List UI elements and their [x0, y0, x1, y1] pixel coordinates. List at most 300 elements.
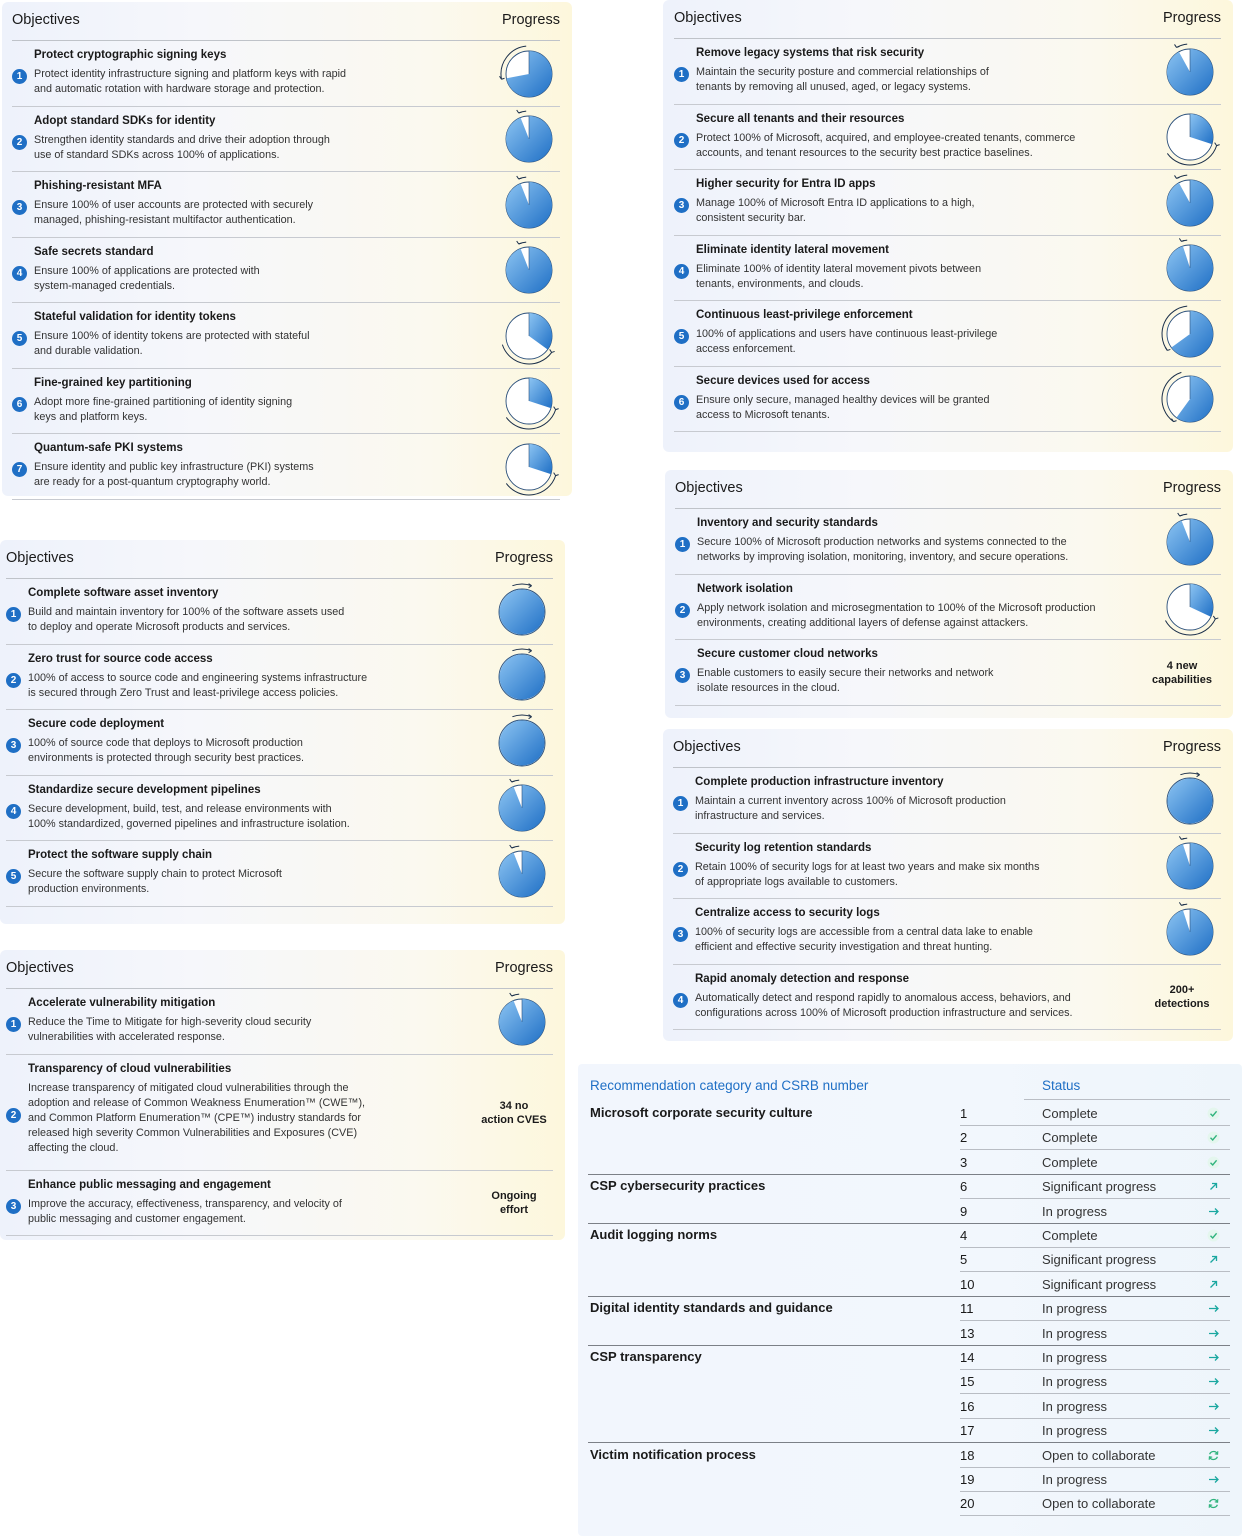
objective-description-line: tenants, environments, and clouds. [696, 277, 864, 290]
status-text: Significant progress [1042, 1179, 1157, 1195]
objective-description-line: environments, creating additional layers of defense against attackers. [697, 616, 1029, 629]
progress-indicator [491, 843, 553, 910]
objective-row [6, 645, 553, 711]
status-text: In progress [1042, 1423, 1108, 1439]
objective-description-line: Ensure 100% of user accounts are protected with securely [34, 199, 314, 211]
objective-row [674, 105, 1221, 171]
objective-number-badge: 3 [674, 198, 689, 213]
objective-description [28, 1081, 365, 1156]
status-row [588, 1223, 1230, 1247]
objective-description-line: production environments. [28, 883, 150, 895]
progress-pie [498, 436, 560, 498]
arrow-right-icon [1207, 1473, 1220, 1486]
objective-description-line: and Common Platform Enumeration™ (CPE™) industry standards for [28, 1111, 362, 1124]
progress-pie [1159, 172, 1221, 234]
progress-indicator [491, 581, 553, 648]
objective-description [696, 65, 989, 95]
objective-description-line: Ensure identity and public key infrastructure (PKI) systems [34, 461, 314, 473]
status-text: In progress [1042, 1301, 1108, 1317]
objective-description-line: Ensure 100% of identity tokens are protected with stateful [34, 330, 310, 342]
objective-description [34, 198, 313, 228]
objective-number-badge: 2 [675, 603, 690, 618]
objective-description [28, 1197, 342, 1227]
progress-indicator [498, 305, 560, 372]
progress-indicator [1159, 770, 1221, 837]
objective-row [674, 367, 1221, 433]
status-text: In progress [1042, 1374, 1108, 1390]
progress-indicator [498, 108, 560, 175]
objectives-heading: Objectives [675, 480, 743, 496]
objectives-heading: Objectives [12, 12, 80, 28]
objective-description-line: 100% of applications and users have continuous least-privilege [696, 328, 998, 340]
objective-number-badge: 1 [673, 796, 688, 811]
progress-text-line: Ongoing [491, 1190, 537, 1203]
objective-row [674, 170, 1221, 236]
csrb-number: 15 [960, 1374, 975, 1390]
objective-description [697, 601, 1096, 631]
objective-number-badge: 1 [675, 537, 690, 552]
objective-row [6, 776, 553, 842]
status-text: Open to collaborate [1042, 1496, 1156, 1512]
objective-description-line: of appropriate logs available to customers. [695, 875, 898, 888]
csrb-number: 11 [960, 1301, 974, 1317]
progress-text-line: 4 new [1166, 659, 1198, 672]
objective-description-line: Adopt more fine-grained partitioning of identity signing [34, 395, 293, 408]
objectives-panel-tenants [663, 0, 1233, 452]
progress-indicator [1159, 368, 1221, 435]
objective-number-badge: 1 [6, 607, 21, 622]
objective-number-badge: 3 [6, 738, 21, 753]
status-row [588, 1296, 1230, 1320]
status-row [588, 1418, 1230, 1442]
objective-row [12, 172, 560, 238]
status-text: In progress [1042, 1203, 1108, 1219]
objective-description [34, 133, 330, 163]
objective-description-line: and durable validation. [34, 345, 143, 357]
objective-number-badge: 3 [673, 927, 688, 942]
objective-description-line: Secure the software supply chain to protect Microsoft [28, 868, 282, 880]
objective-row [12, 107, 560, 173]
objective-title: Network isolation [697, 582, 793, 595]
status-category: Digital identity standards and guidance [590, 1300, 833, 1316]
objective-description-line: efficient and effective security investigation and threat hunting. [695, 941, 993, 953]
progress-indicator [1159, 576, 1221, 643]
csrb-number: 3 [960, 1154, 968, 1170]
objective-description [34, 67, 346, 97]
objective-title: Remove legacy systems that risk security [696, 47, 925, 59]
progress-heading: Progress [1162, 480, 1221, 496]
progress-text [1143, 659, 1221, 687]
arrow-right-icon [1207, 1351, 1220, 1364]
progress-pie [491, 712, 553, 774]
objective-description [28, 802, 350, 832]
progress-pie [1159, 106, 1221, 168]
csrb-number: 17 [960, 1423, 975, 1439]
arrow-right-icon [1207, 1302, 1220, 1315]
objective-description [28, 1015, 311, 1045]
objective-description-line: isolate resources in the cloud. [697, 682, 840, 694]
objective-description [34, 460, 314, 490]
objective-title: Secure all tenants and their resources [696, 112, 905, 125]
objective-row [12, 41, 560, 107]
objective-title: Zero trust for source code access [28, 652, 213, 665]
objective-description-line: 100% standardized, governed pipelines and infrastructure isolation. [28, 817, 350, 830]
progress-pie [491, 991, 553, 1053]
objective-description-line: Retain 100% of security logs for at least two years and make six months [695, 860, 1040, 873]
objective-number-badge: 5 [12, 331, 27, 346]
objectives-header [12, 2, 560, 41]
objective-number-badge: 2 [674, 133, 689, 148]
progress-pie [498, 43, 560, 105]
progress-text [475, 1099, 553, 1127]
progress-indicator [498, 370, 560, 437]
objective-description-line: Secure development, build, test, and release environments with [28, 802, 332, 815]
csrb-number: 13 [960, 1325, 975, 1341]
objective-description [28, 867, 282, 897]
objective-number-badge: 2 [6, 1108, 21, 1123]
objective-title: Secure code deployment [28, 718, 165, 730]
objective-row [675, 575, 1221, 641]
objective-number-badge: 5 [6, 869, 21, 884]
status-row [588, 1467, 1230, 1491]
objective-description-line: Build and maintain inventory for 100% of the software assets used [28, 606, 345, 618]
objective-row [673, 834, 1221, 900]
objective-title: Centralize access to security logs [695, 907, 880, 919]
objectives-panel-vulnerabilities [0, 950, 565, 1240]
progress-pie [1159, 835, 1221, 897]
csrb-number: 4 [960, 1228, 968, 1243]
objective-title: Adopt standard SDKs for identity [34, 114, 216, 127]
objective-description-line: environments is protected through security best practices. [28, 752, 305, 764]
objective-description-line: affecting the cloud. [28, 1141, 119, 1154]
progress-pie [498, 239, 560, 301]
csrb-number: 1 [960, 1106, 968, 1121]
objective-number-badge: 1 [674, 67, 689, 82]
objective-description-line: tenants by removing all unused, aged, or legacy systems. [696, 81, 971, 93]
progress-pie [498, 305, 560, 367]
objective-row [12, 369, 560, 435]
objective-description-line: system-managed credentials. [34, 279, 176, 292]
objective-row [12, 303, 560, 369]
status-text: In progress [1042, 1398, 1108, 1414]
objective-row [6, 1055, 553, 1171]
objectives-header [6, 950, 553, 989]
arrow-right-icon [1207, 1205, 1220, 1218]
objective-number-badge: 7 [12, 462, 27, 477]
progress-pie [1159, 41, 1221, 103]
objective-row [674, 39, 1221, 105]
csrb-number: 20 [960, 1496, 975, 1512]
objective-description-line: Ensure only secure, managed healthy devices will be granted [696, 393, 990, 406]
progress-pie [1159, 576, 1221, 638]
objectives-header [6, 540, 553, 579]
check-icon [1207, 1156, 1220, 1169]
status-category: Microsoft corporate security culture [590, 1105, 813, 1120]
objective-row [6, 1171, 553, 1237]
objective-row [673, 899, 1221, 965]
status-row [588, 1272, 1230, 1296]
arrow-up-right-icon [1207, 1180, 1220, 1193]
objective-number-badge: 3 [675, 668, 690, 683]
objective-row [6, 989, 553, 1055]
status-row [588, 1369, 1230, 1393]
progress-pie [1159, 237, 1221, 299]
progress-indicator [491, 777, 553, 844]
progress-pie [498, 174, 560, 236]
objective-description-line: access enforcement. [696, 343, 796, 355]
objectives-header [674, 0, 1221, 39]
objective-description-line: 100% of security logs are accessible from a central data lake to enable [695, 926, 1033, 938]
objective-title: Continuous least-privilege enforcement [696, 309, 913, 321]
objective-title: Transparency of cloud vulnerabilities [28, 1062, 232, 1075]
progress-pie [491, 777, 553, 839]
csrb-number: 5 [960, 1252, 968, 1268]
arrow-up-right-icon [1207, 1278, 1220, 1291]
status-row [588, 1491, 1230, 1515]
progress-indicator [491, 991, 553, 1058]
objective-number-badge: 2 [12, 135, 27, 150]
objective-description [695, 860, 1039, 890]
progress-text-line: 200+ [1169, 984, 1195, 997]
objective-title: Stateful validation for identity tokens [34, 311, 236, 323]
progress-pie [1159, 303, 1221, 365]
progress-text [1143, 983, 1221, 1011]
row-divider [960, 1515, 1230, 1516]
objective-title: Higher security for Entra ID apps [696, 178, 876, 190]
status-text: Significant progress [1042, 1276, 1157, 1292]
status-table-header-status: Status [1042, 1078, 1081, 1093]
objective-description [28, 736, 304, 766]
csrb-number: 9 [960, 1203, 968, 1219]
progress-indicator [1159, 511, 1221, 578]
progress-heading: Progress [1162, 10, 1221, 26]
objective-description [28, 605, 344, 635]
objective-description-line: Eliminate 100% of identity lateral movement pivots between [696, 262, 982, 275]
objective-title: Inventory and security standards [697, 517, 878, 529]
objective-title: Protect cryptographic signing keys [34, 49, 227, 61]
objective-description [696, 262, 981, 292]
objective-description-line: Protect identity infrastructure signing and platform keys with rapid [34, 68, 347, 80]
status-category: CSP cybersecurity practices [590, 1178, 766, 1194]
progress-indicator [1159, 237, 1221, 304]
arrow-right-icon [1207, 1424, 1220, 1437]
objective-description-line: public messaging and customer engagement. [28, 1212, 246, 1225]
status-row [588, 1101, 1230, 1125]
objective-description [695, 991, 1072, 1021]
objective-description [697, 535, 1068, 565]
progress-pie [491, 646, 553, 708]
progress-pie [1159, 368, 1221, 430]
refresh-icon [1207, 1449, 1220, 1462]
status-text: Complete [1042, 1106, 1098, 1121]
objective-description-line: Reduce the Time to Mitigate for high-severity cloud security [28, 1016, 312, 1028]
objective-description [696, 327, 997, 357]
progress-pie [498, 108, 560, 170]
objective-description-line: Ensure 100% of applications are protected with [34, 264, 260, 277]
objective-title: Standardize secure development pipelines [28, 783, 261, 796]
progress-text-line: 34 no [499, 1099, 529, 1112]
progress-indicator [491, 712, 553, 779]
objective-description-line: Maintain the security posture and commercial relationships of [696, 66, 989, 78]
objective-row [675, 640, 1221, 706]
objective-number-badge: 1 [6, 1017, 21, 1032]
progress-text-line: capabilities [1152, 673, 1212, 686]
objective-title: Secure customer cloud networks [697, 648, 878, 660]
objective-description-line: managed, phishing-resistant multifactor authentication. [34, 214, 296, 226]
objective-description [696, 393, 990, 423]
progress-indicator [1159, 106, 1221, 173]
status-row [588, 1394, 1230, 1418]
objectives-heading: Objectives [6, 550, 74, 566]
objectives-panel-networks [665, 470, 1233, 718]
objective-row [673, 768, 1221, 834]
csrb-number: 14 [960, 1350, 975, 1365]
progress-indicator [1159, 835, 1221, 902]
objective-description [695, 925, 1033, 955]
objective-row [6, 710, 553, 776]
progress-pie [1159, 511, 1221, 573]
recommendation-status-table [578, 1064, 1242, 1536]
header-divider [1024, 1099, 1230, 1100]
progress-heading: Progress [501, 12, 560, 28]
objective-description-line: Maintain a current inventory across 100% of Microsoft production [695, 795, 1006, 807]
objective-description-line: consistent security bar. [696, 212, 806, 224]
progress-heading: Progress [1162, 739, 1221, 755]
objective-description-line: Enable customers to easily secure their networks and network [697, 667, 994, 679]
objective-title: Safe secrets standard [34, 245, 154, 258]
objective-description-line: 100% of access to source code and engineering systems infrastructure [28, 671, 368, 684]
csrb-number: 2 [960, 1130, 968, 1146]
objective-title: Rapid anomaly detection and response [695, 972, 910, 985]
status-category: Audit logging norms [590, 1227, 718, 1242]
objective-description-line: keys and platform keys. [34, 410, 148, 423]
status-row [588, 1321, 1230, 1345]
objective-description-line: vulnerabilities with accelerated response. [28, 1031, 225, 1043]
objective-title: Complete software asset inventory [28, 587, 219, 599]
status-text: Complete [1042, 1154, 1098, 1170]
objective-description-line: Increase transparency of mitigated cloud vulnerabilities through the [28, 1081, 349, 1094]
progress-heading: Progress [494, 960, 553, 976]
objective-description [697, 666, 993, 696]
progress-pie [491, 843, 553, 905]
objective-number-badge: 5 [674, 329, 689, 344]
csrb-number: 10 [960, 1276, 975, 1292]
objective-description-line: accounts, and tenant resources to the security best practice baselines. [696, 146, 1033, 159]
objective-description-line: networks by improving isolation, monitoring, inventory, and secure operations. [697, 551, 1069, 563]
objective-title: Protect the software supply chain [28, 849, 213, 861]
objective-description-line: to deploy and operate Microsoft products and services. [28, 621, 291, 633]
status-text: Complete [1042, 1130, 1098, 1146]
objective-title: Security log retention standards [695, 841, 872, 854]
progress-text-line: action CVES [481, 1113, 547, 1126]
objective-row [674, 301, 1221, 367]
objective-description [34, 264, 260, 294]
objective-description-line: Improve the accuracy, effectiveness, transparency, and velocity of [28, 1197, 342, 1210]
status-text: In progress [1042, 1325, 1108, 1341]
csrb-number: 19 [960, 1472, 975, 1487]
status-row [588, 1345, 1230, 1369]
objective-number-badge: 6 [12, 397, 27, 412]
objectives-heading: Objectives [673, 739, 741, 755]
objective-description-line: access to Microsoft tenants. [696, 408, 830, 421]
progress-text [475, 1189, 553, 1217]
objective-description-line: is secured through Zero Trust and least-privilege access policies. [28, 686, 339, 699]
objectives-header [675, 470, 1221, 509]
progress-indicator [1159, 303, 1221, 370]
progress-indicator [498, 436, 560, 503]
objective-description-line: Automatically detect and respond rapidly to anomalous access, behaviors, and [695, 991, 1071, 1004]
objective-description-line: are ready for a post-quantum cryptography world. [34, 476, 271, 488]
progress-text-line: effort [499, 1204, 529, 1217]
status-category: Victim notification process [590, 1446, 756, 1462]
objective-description-line: use of standard SDKs across 100% of applications. [34, 148, 280, 161]
objective-number-badge: 2 [673, 862, 688, 877]
status-table-header-category: Recommendation category and CSRB number [590, 1078, 869, 1093]
arrow-right-icon [1207, 1327, 1220, 1340]
arrow-right-icon [1207, 1400, 1220, 1413]
status-row [588, 1150, 1230, 1174]
objective-description [695, 794, 1006, 824]
objective-description-line: configurations across 100% of Microsoft production infrastructure and services. [695, 1006, 1073, 1019]
status-text: Significant progress [1042, 1252, 1157, 1268]
status-row [588, 1174, 1230, 1198]
progress-heading: Progress [494, 550, 553, 566]
objective-description-line: 100% of source code that deploys to Microsoft production [28, 737, 303, 749]
objective-description-line: released high severity Common Vulnerabilities and Exposures (CVE) [28, 1126, 358, 1139]
objective-number-badge: 2 [6, 673, 21, 688]
objectives-heading: Objectives [674, 10, 742, 26]
objectives-panel-engineering [0, 540, 565, 924]
progress-indicator [1159, 41, 1221, 108]
check-icon [1207, 1229, 1220, 1242]
objective-number-badge: 4 [6, 804, 21, 819]
objective-number-badge: 1 [12, 69, 27, 84]
objective-description-line: infrastructure and services. [695, 810, 825, 822]
objective-row [12, 434, 560, 500]
objective-number-badge: 3 [6, 1199, 21, 1214]
objective-description-line: Strengthen identity standards and drive their adoption through [34, 133, 330, 146]
objective-title: Quantum-safe PKI systems [34, 442, 183, 454]
objective-description-line: Secure 100% of Microsoft production networks and systems connected to the [697, 536, 1067, 548]
objective-description [696, 131, 1075, 161]
progress-pie [1159, 770, 1221, 832]
csrb-number: 16 [960, 1398, 975, 1414]
progress-indicator [498, 43, 560, 110]
objectives-heading: Objectives [6, 960, 74, 976]
objective-description-line: and automatic rotation with hardware storage and protection. [34, 83, 325, 95]
status-text: In progress [1042, 1350, 1108, 1365]
refresh-icon [1207, 1497, 1220, 1510]
csrb-number: 18 [960, 1447, 975, 1463]
objective-number-badge: 6 [674, 395, 689, 410]
status-row [588, 1199, 1230, 1223]
arrow-up-right-icon [1207, 1253, 1220, 1266]
objective-number-badge: 3 [12, 200, 27, 215]
progress-pie [491, 581, 553, 643]
status-category: CSP transparency [590, 1349, 702, 1364]
status-row [588, 1247, 1230, 1271]
objective-number-badge: 4 [674, 264, 689, 279]
progress-indicator [498, 239, 560, 306]
objectives-panel-detection [663, 729, 1233, 1041]
objectives-panel-identity [2, 2, 572, 496]
progress-indicator [498, 174, 560, 241]
objective-description-line: Manage 100% of Microsoft Entra ID applications to a high, [696, 197, 975, 209]
objective-row [12, 238, 560, 304]
objective-title: Phishing-resistant MFA [34, 180, 162, 192]
check-icon [1207, 1131, 1220, 1144]
progress-text-line: detections [1154, 998, 1210, 1011]
